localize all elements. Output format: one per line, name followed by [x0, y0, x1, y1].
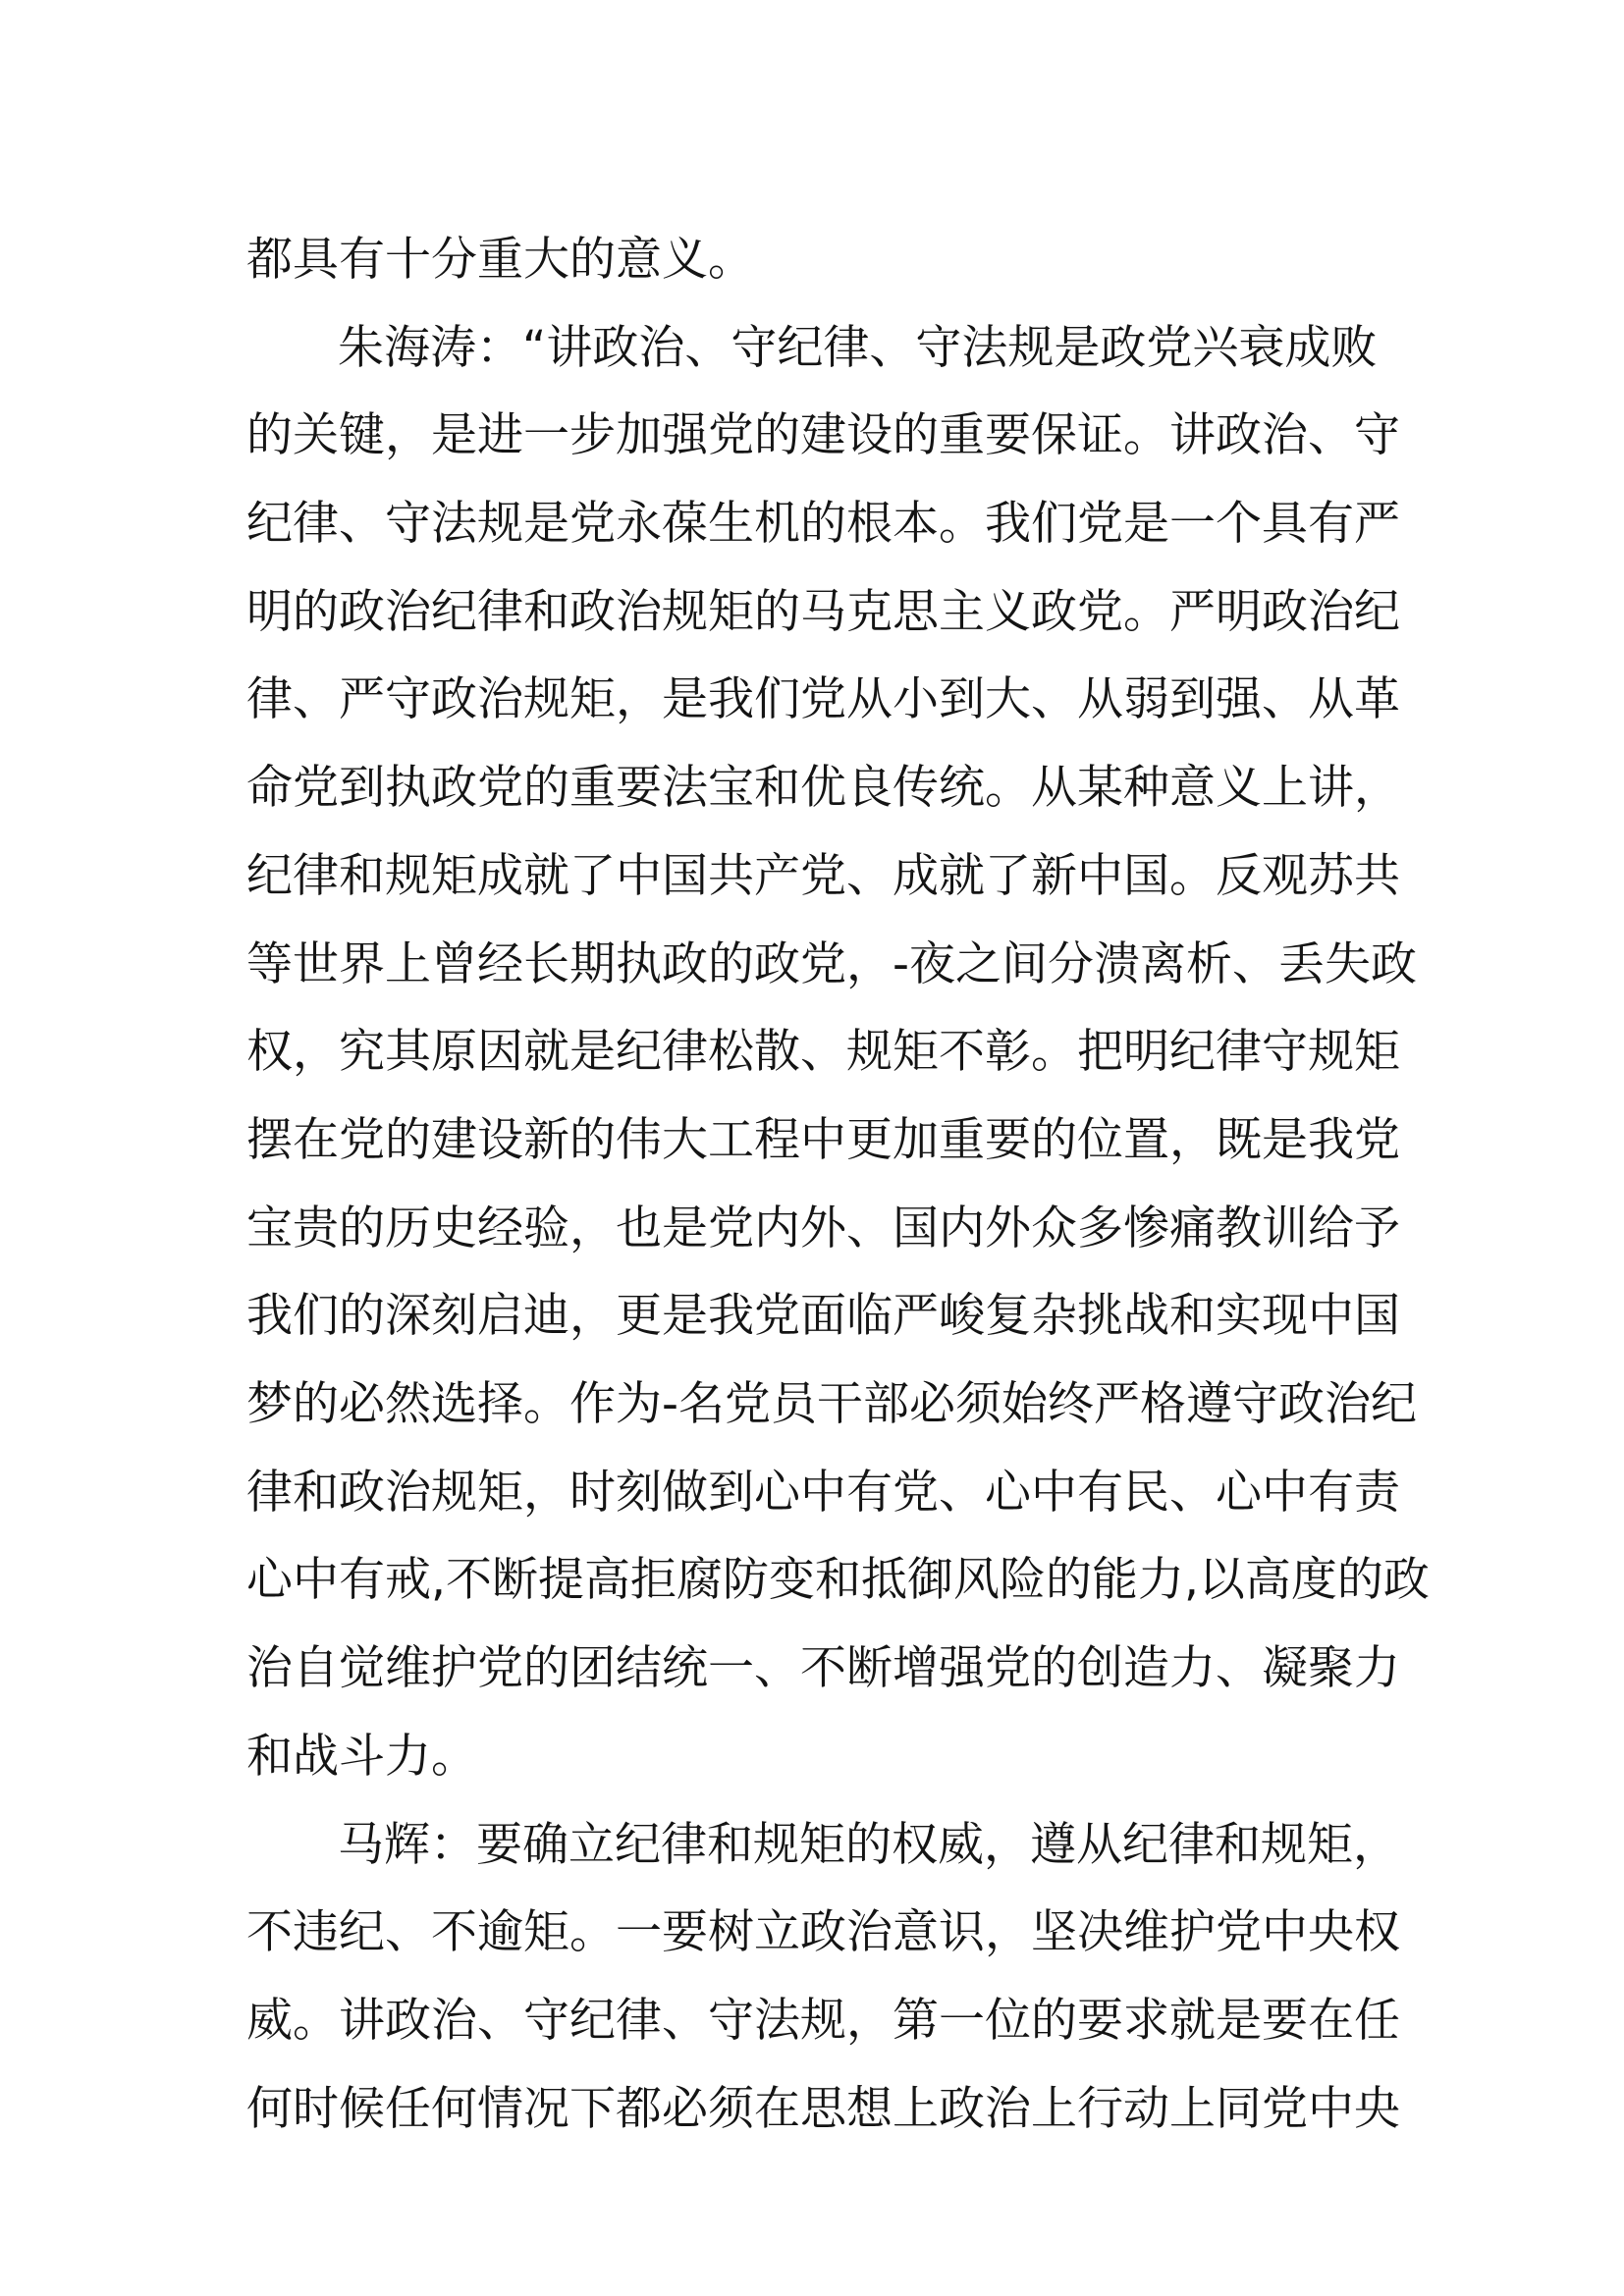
text-line: 和战斗力。 [246, 1730, 477, 1784]
text-line: 命党到执政党的重要法宝和优良传统。从某种意义上讲， [246, 761, 1400, 815]
text-line: 何时候任何情况下都必须在思想上政治上行动上同党中央 [246, 2082, 1400, 2136]
text-line: 权，究其原因就是纪律松散、规矩不彰。把明纪律守规矩 [246, 1025, 1400, 1079]
text-line: 明的政治纪律和政治规矩的马克思主义政党。严明政治纪 [246, 585, 1400, 639]
text-line: 纪律、守法规是党永葆生机的根本。我们党是一个具有严 [246, 497, 1400, 551]
text-line: 等世界上曾经长期执政的政党，-夜之间分溃离析、丢失政 [246, 937, 1417, 991]
text-line: 律、严守政治规矩，是我们党从小到大、从弱到强、从革 [246, 672, 1400, 726]
text-line: 马辉：要确立纪律和规矩的权威，遵从纪律和规矩， [338, 1818, 1399, 1872]
text-line: 律和政治规矩，时刻做到心中有党、心中有民、心中有责 [246, 1466, 1400, 1520]
text-line: 摆在党的建设新的伟大工程中更加重要的位置，既是我党 [246, 1113, 1400, 1167]
text-line: 我们的深刻启迪，更是我党面临严峻复杂挑战和实现中国 [246, 1289, 1400, 1343]
text-line: 威。讲政治、守纪律、守法规，第一位的要求就是要在任 [246, 1994, 1400, 2048]
text-line: 纪律和规矩成就了中国共产党、成就了新中国。反观苏共 [246, 849, 1400, 903]
text-line: 不违纪、不逾矩。一要树立政治意识，坚决维护党中央权 [246, 1905, 1400, 1959]
text-line: 治自觉维护党的团结统一、不断增强党的创造力、凝聚力 [246, 1641, 1400, 1695]
text-line: 都具有十分重大的意义。 [246, 233, 754, 287]
text-line: 心中有戒,不断提高拒腐防变和抵御风险的能力,以高度的政 [246, 1553, 1430, 1607]
text-line: 朱海涛：“讲政治、守纪律、守法规是政党兴衰成败 [338, 321, 1378, 375]
text-line: 的关键，是进一步加强党的建设的重要保证。讲政治、守 [246, 408, 1400, 462]
text-line: 梦的必然选择。作为-名党员干部必须始终严格遵守政治纪 [246, 1377, 1417, 1431]
text-line: 宝贵的历史经验，也是党内外、国内外众多惨痛教训给予 [246, 1201, 1400, 1255]
